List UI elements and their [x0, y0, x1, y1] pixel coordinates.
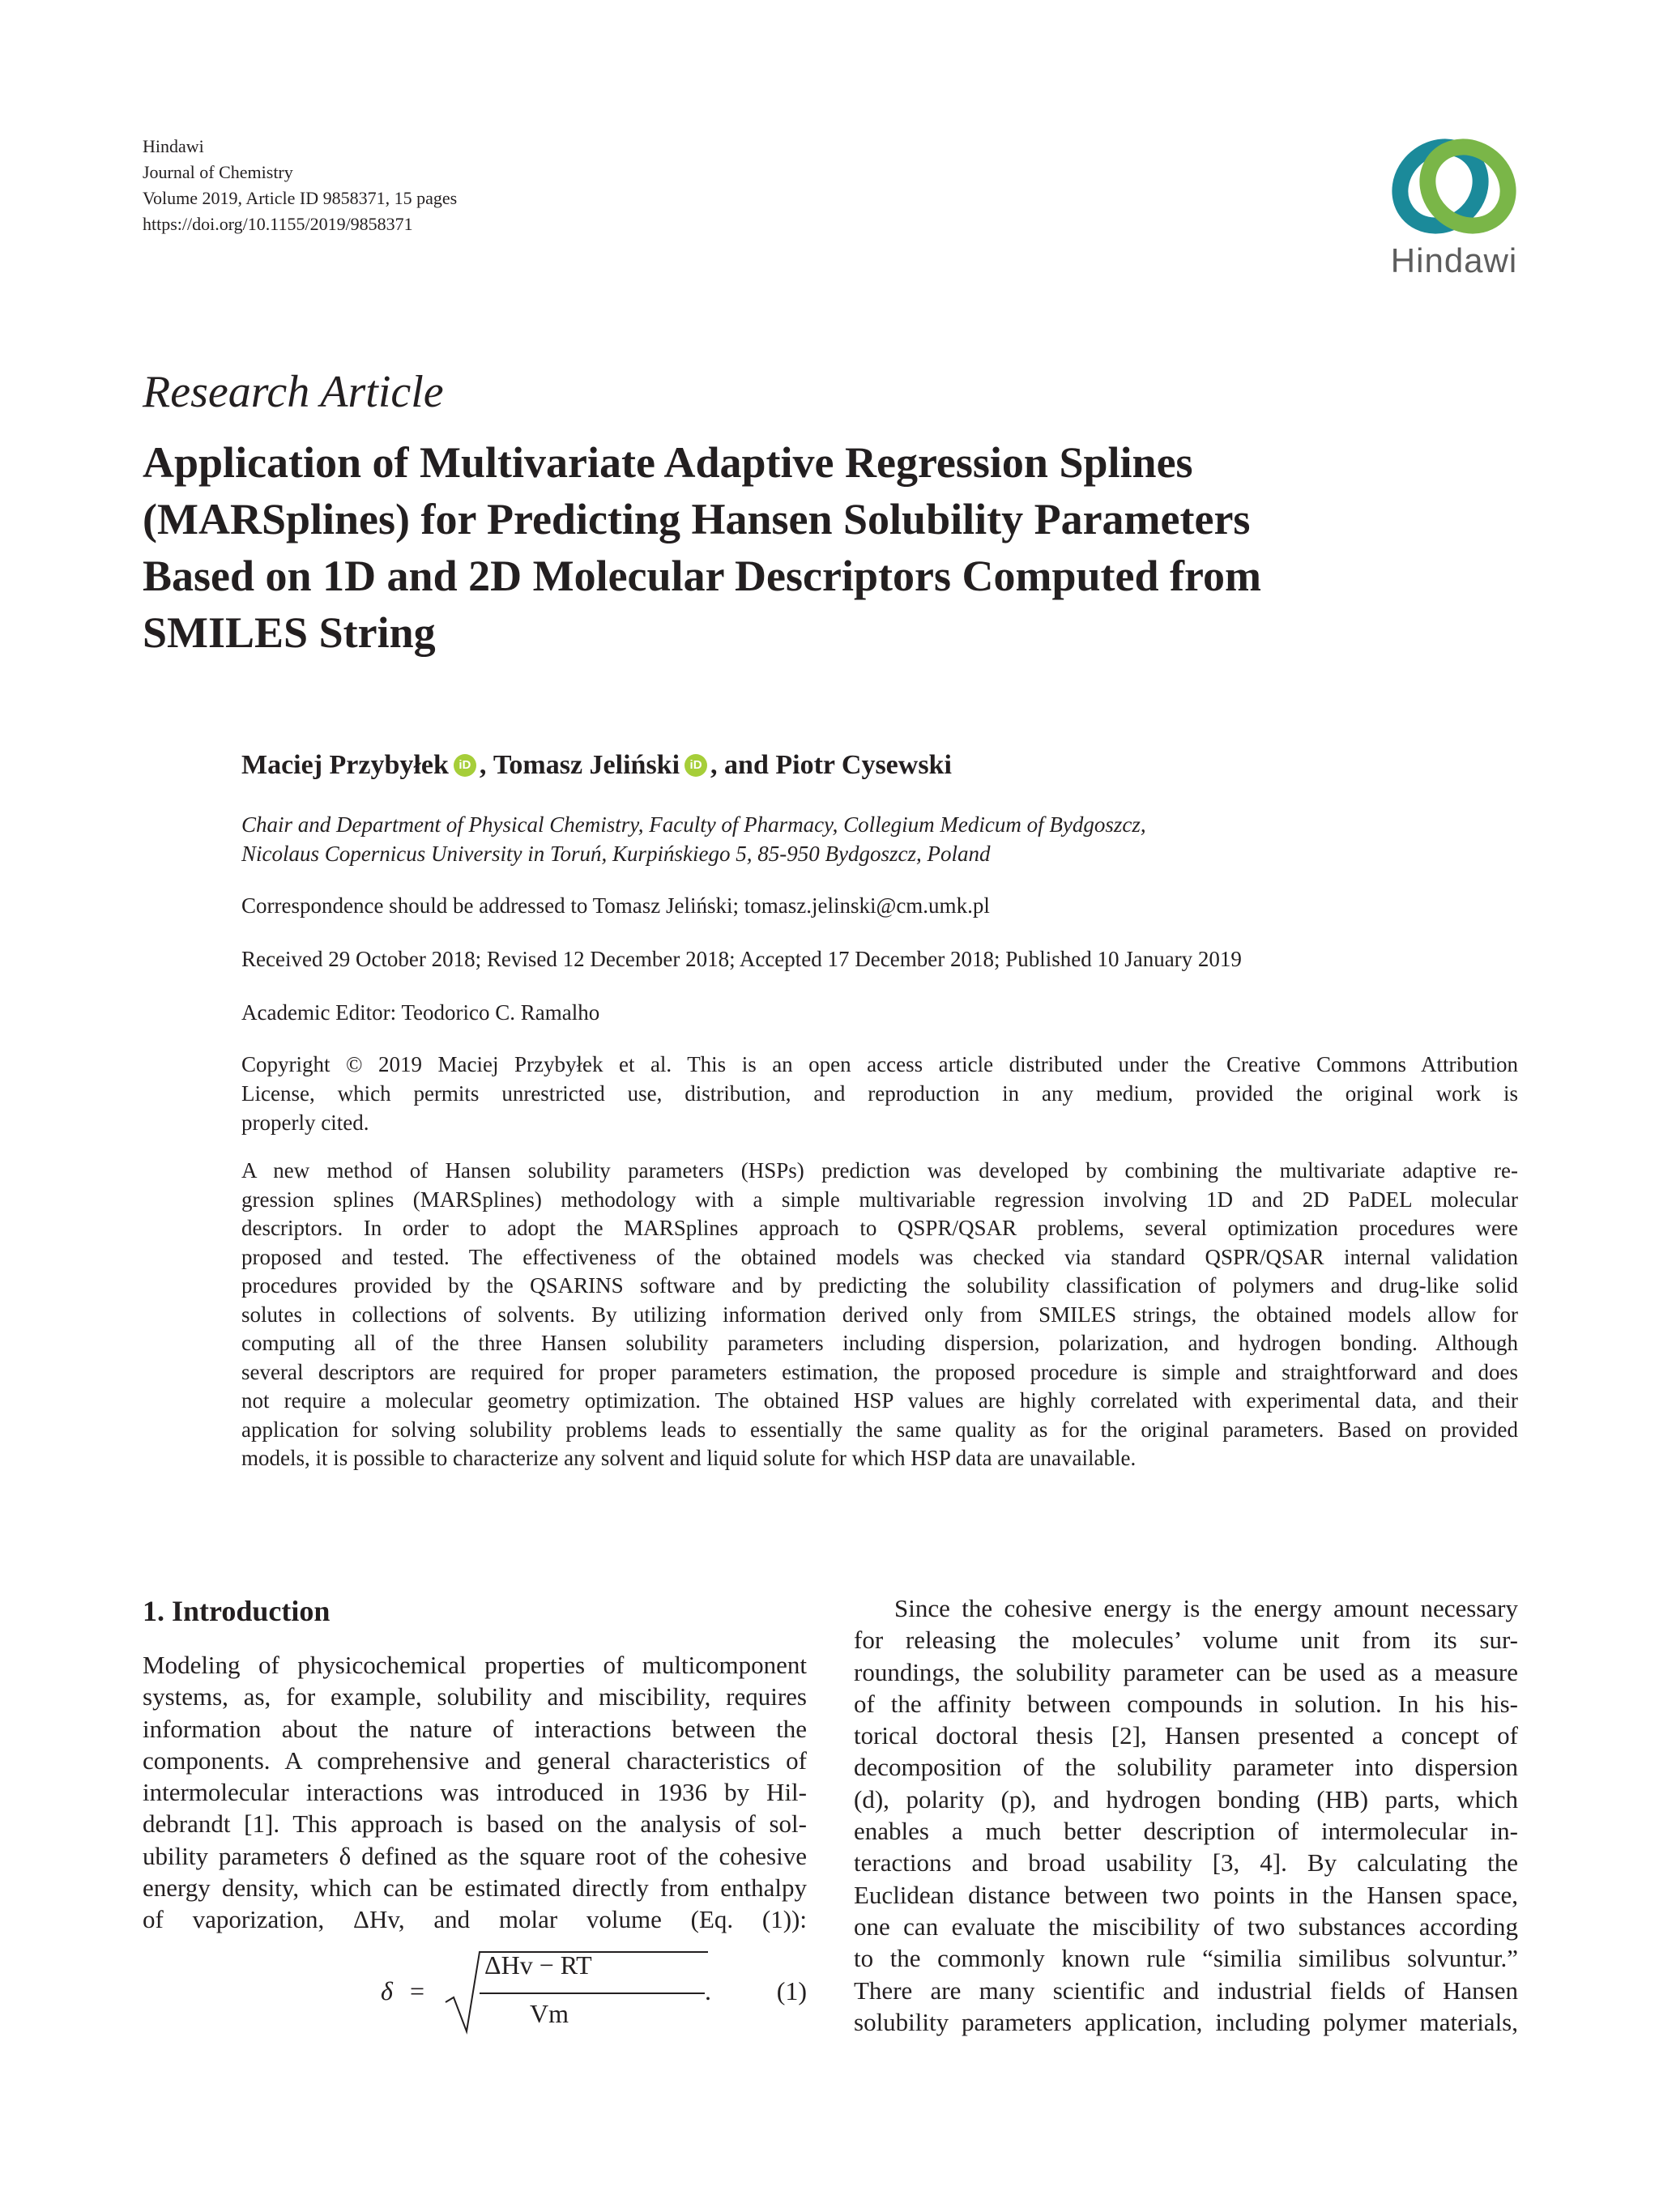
- title-line: SMILES String: [143, 608, 436, 657]
- body-line: Since the cohesive energy is the energy amount necessary: [894, 1594, 1518, 1622]
- body-line: Modeling of physicochemical properties of multicomponent: [143, 1651, 807, 1679]
- author-separator: ,: [479, 750, 493, 780]
- copyright-notice: [241, 1050, 1518, 1137]
- abstract-line: not require a molecular geometry optimization. The obtained HSP values are highly correlated with experimental data, and their: [241, 1388, 1518, 1413]
- author-list: [241, 750, 952, 781]
- affiliation-line: Nicolaus Copernicus University in Toruń, Kurpińskiego 5, 85-950 Bydgoszcz, Poland: [241, 842, 991, 866]
- logo-wordmark: Hindawi: [1390, 241, 1518, 279]
- author-name[interactable]: Tomasz Jeliński: [493, 750, 680, 780]
- abstract-line: gression splines (MARSplines) methodology with a simple multivariable regression involving 1D and 2D PaDEL molecular: [241, 1187, 1518, 1212]
- title-line: Based on 1D and 2D Molecular Descriptors Computed from: [143, 552, 1261, 600]
- body-line: (d), polarity (p), and hydrogen bonding (HB) parts, which: [854, 1784, 1518, 1813]
- body-line: to the commonly known rule “similia similibus solvuntur.”: [854, 1944, 1518, 1973]
- body-line: information about the nature of interactions between the: [143, 1714, 807, 1743]
- body-line: for releasing the molecules’ volume unit from its sur-: [854, 1626, 1518, 1655]
- abstract: [241, 1157, 1518, 1473]
- article-type: Research Article: [143, 367, 444, 417]
- abstract-line: application for solving solubility problems leads to essentially the same quality as for the original parameters. Based on provided: [241, 1417, 1518, 1442]
- copyright-line: properly cited.: [241, 1110, 369, 1135]
- author-name[interactable]: Piotr Cysewski: [775, 750, 952, 780]
- body-line: systems, as, for example, solubility and miscibility, requires: [143, 1682, 807, 1711]
- body-line: roundings, the solubility parameter can be used as a measure: [854, 1657, 1518, 1686]
- abstract-line: A new method of Hansen solubility parameters (HSPs) prediction was developed by combining the multivariate adaptive re-: [241, 1158, 1518, 1183]
- academic-editor: Academic Editor: Teodorico C. Ramalho: [241, 1000, 600, 1025]
- title-line: (MARSplines) for Predicting Hansen Solubility Parameters: [143, 495, 1251, 543]
- abstract-line: several descriptors are required for proper parameters estimation, the proposed procedure is simple and straightforward and does: [241, 1359, 1518, 1384]
- fraction-bar: [480, 1993, 705, 1994]
- correspondence: Correspondence should be addressed to Tomasz Jeliński; tomasz.jelinski@cm.umk.pl: [241, 893, 990, 918]
- affiliation-line: Chair and Department of Physical Chemistry, Faculty of Pharmacy, Collegium Medicum of Bydgoszcz,: [241, 812, 1146, 837]
- orcid-icon[interactable]: iD: [454, 754, 476, 777]
- title-line: Application of Multivariate Adaptive Regression Splines: [143, 438, 1193, 487]
- abstract-line: computing all of the three Hansen solubility parameters including dispersion, polarization, and hydrogen bonding. Although: [241, 1331, 1518, 1355]
- orcid-icon[interactable]: iD: [684, 754, 707, 777]
- abstract-line: solutes in collections of solvents. By utilizing information derived only from SMILES strings, the obtained models allow for: [241, 1302, 1518, 1327]
- body-line: Euclidean distance between two points in the Hansen space,: [854, 1880, 1518, 1909]
- body-line: There are many scientific and industrial fields of Hansen: [854, 1975, 1518, 2005]
- equation-period: .: [705, 1976, 711, 2005]
- equation-denominator: Vm: [530, 1999, 569, 2028]
- body-line: of vaporization, ΔHv, and molar volume (Eq. (1)):: [143, 1905, 807, 1934]
- equation-equals: =: [410, 1976, 425, 2005]
- copyright-line: Copyright © 2019 Maciej Przybyłek et al. This is an open access article distributed under the Creative Commons Attribution: [241, 1052, 1518, 1076]
- body-line: torical doctoral thesis [2], Hansen presented a concept of: [854, 1721, 1518, 1750]
- equation-numerator: ΔHv − RT: [484, 1950, 592, 1980]
- doi-link[interactable]: https://doi.org/10.1155/2019/9858371: [143, 214, 413, 234]
- body-line: enables a much better description of intermolecular in-: [854, 1817, 1518, 1846]
- author-name[interactable]: Maciej Przybyłek: [241, 750, 449, 780]
- equation-1: [143, 1947, 807, 2036]
- equation-number: (1): [776, 1976, 807, 2005]
- body-line: debrandt [1]. This approach is based on the analysis of sol-: [143, 1809, 807, 1839]
- author-separator: , and: [710, 750, 776, 780]
- body-line: intermolecular interactions was introduced in 1936 by Hil-: [143, 1778, 807, 1807]
- volume-info: Volume 2019, Article ID 9858371, 15 pages: [143, 188, 458, 208]
- equation-lhs: δ: [381, 1976, 393, 2005]
- body-line: decomposition of the solubility parameter into dispersion: [854, 1753, 1518, 1782]
- abstract-line: proposed and tested. The effectiveness of the obtained models was checked via standard QSPR/QSAR internal validation: [241, 1244, 1518, 1269]
- abstract-line: procedures provided by the QSARINS software and by predicting the solubility classification of polymers and drug-like solid: [241, 1273, 1518, 1298]
- publication-dates: Received 29 October 2018; Revised 12 December 2018; Accepted 17 December 2018; Published 10 January 2019: [241, 947, 1242, 971]
- abstract-line: models, it is possible to characterize any solvent and liquid solute for which HSP data are unavailable.: [241, 1446, 1137, 1470]
- copyright-line: License, which permits unrestricted use, distribution, and reproduction in any medium, provided the original work is: [241, 1081, 1518, 1106]
- body-line: teractions and broad usability [3, 4]. By calculating the: [854, 1848, 1518, 1877]
- journal-name: Journal of Chemistry: [143, 162, 293, 182]
- article-title: [143, 434, 1536, 661]
- left-column: [143, 1649, 807, 1936]
- body-line: one can evaluate the miscibility of two substances according: [854, 1912, 1518, 1941]
- body-line: ubility parameters δ defined as the square root of the cohesive: [143, 1841, 807, 1870]
- right-column: [854, 1592, 1518, 2038]
- abstract-line: descriptors. In order to adopt the MARSplines approach to QSPR/QSAR problems, several optimization procedures were: [241, 1216, 1518, 1240]
- body-line: solubility parameters application, including polymer materials,: [854, 2007, 1518, 2036]
- publisher-name: Hindawi: [143, 136, 204, 156]
- body-line: components. A comprehensive and general characteristics of: [143, 1745, 807, 1775]
- body-line: energy density, which can be estimated directly from enthalpy: [143, 1873, 807, 1903]
- body-line: of the affinity between compounds in solution. In his his-: [854, 1689, 1518, 1718]
- section-heading-introduction: 1. Introduction: [143, 1595, 331, 1627]
